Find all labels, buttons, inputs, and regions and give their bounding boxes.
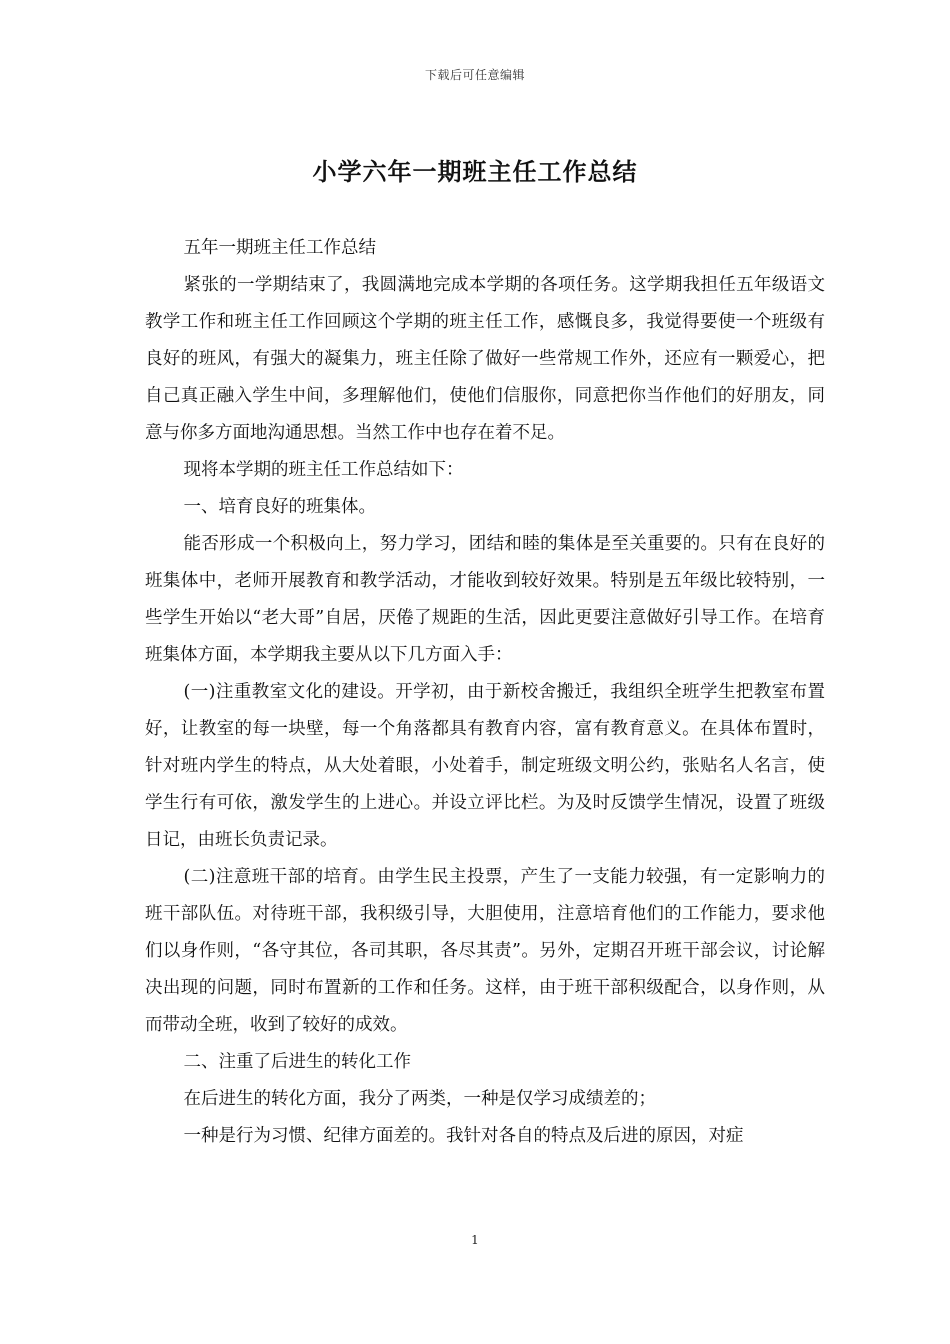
paragraph-summary-lead: 现将本学期的班主任工作总结如下： — [183, 460, 464, 480]
document-title: 小学六年一期班主任工作总结 — [312, 157, 638, 186]
paragraph-intro: 紧张的一学期结束了，我圆满地完成本学期的各项任务。这学期我担任五年级语文教学工作和班主任工作回顾这个学期的班主任工作，感慨良多，我觉得要使一个班级有良好的班风，有强大的凝集力，班主任除了做好一些常规工作外，还应有一颗爱心，把自己真正融入学生中间，多理解他们，使他们信服你，同意把你当作他们的好朋友，同意与你多方面地沟通思想。当然工作中也存在着不足。 — [145, 275, 825, 443]
paragraph-section-1: 能否形成一个积极向上，努力学习，团结和睦的集体是至关重要的。只有在良好的班集体中，老师开展教育和教学活动，才能收到较好效果。特别是五年级比较特别，一些学生开始以“老大哥”自居，厌倦了规距的生活，因此更要注意做好引导工作。在培育班集体方面，本学期我主要从以下几方面入手： — [145, 534, 825, 665]
paragraph-section-2b: 一种是行为习惯、纪律方面差的。我针对各自的特点及后进的原因，对症 — [183, 1126, 744, 1146]
section-heading-1: 一、培育良好的班集体。 — [183, 497, 376, 517]
paragraph-subtitle: 五年一期班主任工作总结 — [183, 238, 376, 258]
page-number: 1 — [471, 1233, 479, 1247]
header-note: 下载后可任意编辑 — [424, 68, 525, 82]
paragraph-section-2a: 在后进生的转化方面，我分了两类，一种是仅学习成绩差的； — [183, 1089, 656, 1109]
paragraph-item-1: (一)注重教室文化的建设。开学初，由于新校舍搬迁，我组织全班学生把教室布置好，让教室的每一块壁，每一个角落都具有教育内容，富有教育意义。在具体布置时，针对班内学生的特点，从大处着眼，小处着手，制定班级文明公约，张贴名人名言，使学生行有可依，激发学生的上进心。并设立评比栏。为及时反馈学生情况，设置了班级日记，由班长负责记录。 — [145, 682, 825, 850]
paragraph-item-2: (二)注意班干部的培育。由学生民主投票，产生了一支能力较强，有一定影响力的班干部队伍。对待班干部，我积级引导，大胆使用，注意培育他们的工作能力，要求他们以身作则，“各守其位，各司其职，各尽其责”。另外，定期召开班干部会议，讨论解决出现的问题，同时布置新的工作和任务。这样，由于班干部积级配合，以身作则，从而带动全班，收到了较好的成效。 — [145, 867, 825, 1035]
section-heading-2: 二、注重了后进生的转化工作 — [183, 1052, 411, 1072]
document-body — [145, 230, 825, 1155]
